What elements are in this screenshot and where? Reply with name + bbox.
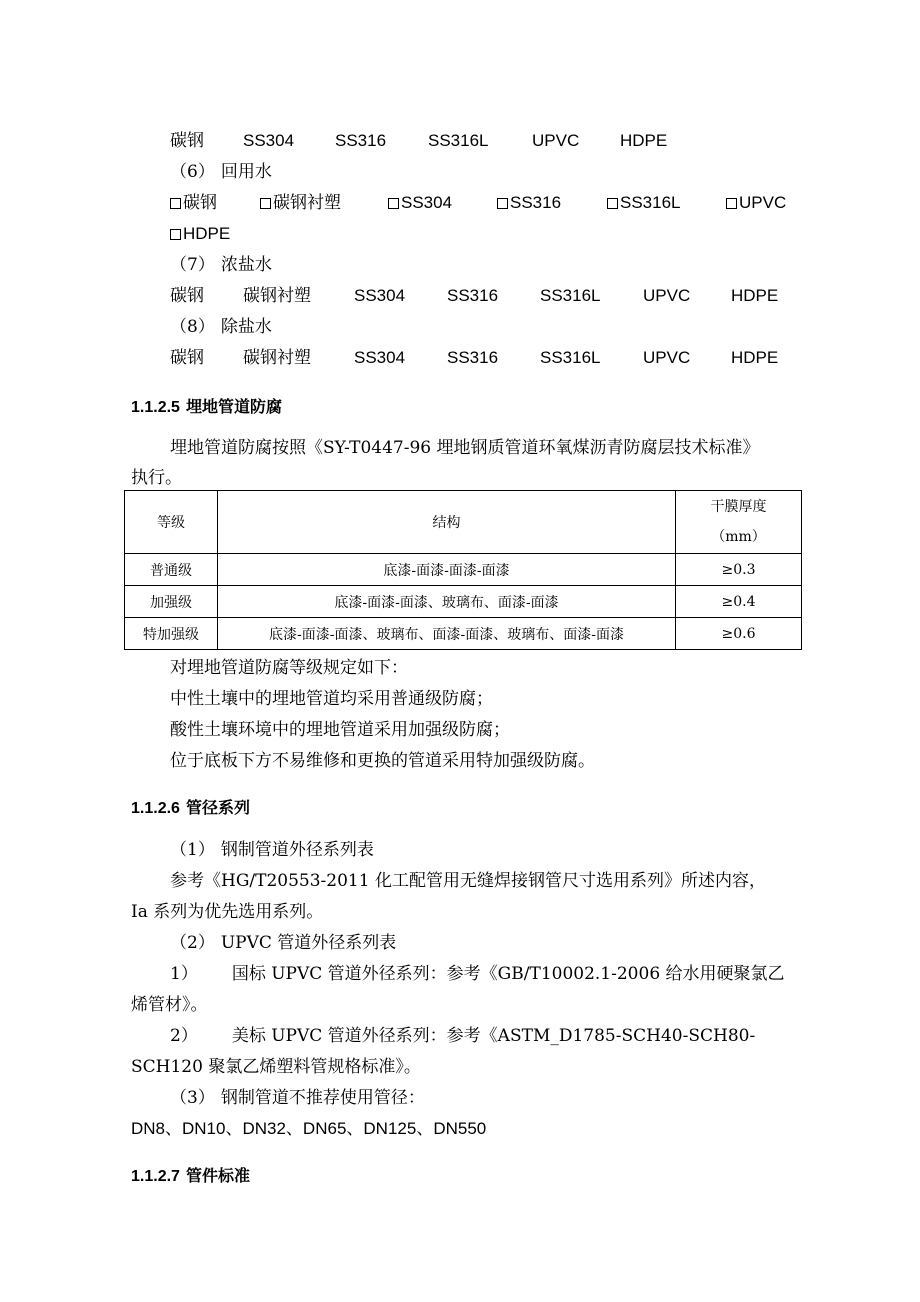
cell-grade: 加强级 [125, 586, 218, 618]
item-1-text-line-2: Ⅰa 系列为优先选用系列。 [131, 902, 324, 922]
cell-thickness: ≥0.3 [676, 554, 802, 586]
section-heading-1126 [131, 798, 250, 820]
material-item: HDPE [731, 286, 779, 305]
sub-item-2 [170, 1025, 755, 1047]
item-label: 除盐水 [220, 317, 272, 337]
header-thickness [676, 491, 802, 554]
header-grade: 等级 [125, 491, 218, 554]
material-item: 碳钢衬塑 [243, 286, 311, 306]
dn-list: DN8、DN10、DN32、DN65、DN125、DN550 [131, 1119, 487, 1138]
header-thickness-line-1: 干膜厚度 [710, 499, 767, 515]
cell-structure: 底漆-面漆-面漆、玻璃布、面漆-面漆 [218, 586, 676, 618]
section-heading-1127 [131, 1166, 250, 1188]
rule-line: 中性土壤中的埋地管道均采用普通级防腐； [170, 689, 493, 709]
material-list-8 [0, 347, 920, 369]
section-title: 埋地管道防腐 [185, 399, 282, 416]
checkbox-option[interactable]: SS316 [497, 192, 561, 214]
intro-paragraph-line-1: 埋地管道防腐按照《SY-T0447-96 埋地钢质管道环氧煤沥青防腐层技术标准》 [170, 438, 760, 458]
material-list-7 [0, 285, 920, 307]
checkbox-option[interactable]: UPVC [726, 192, 786, 214]
sub-item-text: 国标 UPVC 管道外径系列：参考《GB/T10002.1-2006 给水用硬聚氯乙 [231, 964, 785, 984]
checkbox-option[interactable]: SS304 [388, 192, 452, 214]
checkbox-option[interactable]: HDPE [170, 223, 230, 245]
cell-structure: 底漆-面漆-面漆-面漆 [218, 554, 676, 586]
item-label: 回用水 [220, 162, 272, 182]
section-title: 管径系列 [185, 800, 250, 817]
material-list-1 [0, 130, 920, 152]
rule-line: 酸性土壤环境中的埋地管道采用加强级防腐； [170, 720, 510, 740]
material-item: SS316L [540, 348, 601, 367]
material-item: HDPE [620, 131, 668, 150]
sub-item-1 [170, 963, 785, 985]
item-8-heading [170, 316, 272, 338]
item-number: （1） [170, 840, 215, 860]
table-row [125, 586, 802, 618]
sub-item-text: 美标 UPVC 管道外径系列：参考《ASTM_D1785-SCH40-SCH80- [231, 1026, 756, 1046]
sub-item-number: 1） [170, 964, 198, 984]
item-label: 钢制管道外径系列表 [220, 840, 374, 860]
material-item: SS316L [540, 286, 601, 305]
material-item: 碳钢 [170, 348, 204, 368]
material-item: SS304 [243, 131, 295, 150]
material-item: SS304 [354, 348, 406, 367]
sub-item-1-continued: 烯管材》。 [131, 995, 208, 1015]
checkbox-icon[interactable] [170, 198, 181, 209]
sub-item-number: 2） [170, 1026, 198, 1046]
item-6-heading [170, 161, 272, 183]
header-thickness-line-2: （mm） [711, 529, 766, 545]
section-title: 管件标准 [185, 1168, 250, 1185]
cell-thickness: ≥0.4 [676, 586, 802, 618]
material-item: UPVC [532, 131, 580, 150]
section-heading-1125 [131, 397, 282, 419]
material-item: 碳钢衬塑 [243, 348, 311, 368]
checkbox-option[interactable]: 碳钢 [170, 192, 217, 214]
rule-line: 对埋地管道防腐等级规定如下： [170, 658, 408, 678]
checkbox-icon[interactable] [726, 198, 737, 209]
material-item: SS316 [447, 286, 499, 305]
cell-thickness: ≥0.6 [676, 618, 802, 650]
item-1-text-line-1: 参考《HG/T20553-2011 化工配管用无缝焊接钢管尺寸选用系列》所述内容， [170, 871, 766, 891]
material-item: HDPE [731, 348, 779, 367]
item-label: 浓盐水 [220, 255, 272, 275]
checkbox-icon[interactable] [497, 198, 508, 209]
material-item: UPVC [643, 286, 691, 305]
material-item: SS304 [354, 286, 406, 305]
item-1-heading [170, 839, 374, 861]
table-row [125, 618, 802, 650]
item-7-heading [170, 254, 272, 276]
checkbox-icon[interactable] [260, 198, 271, 209]
cell-structure: 底漆-面漆-面漆、玻璃布、面漆-面漆、玻璃布、面漆-面漆 [218, 618, 676, 650]
item-3-heading [170, 1087, 425, 1109]
material-item: 碳钢 [170, 286, 204, 306]
table-header-row [125, 491, 802, 554]
anticorrosion-grade-table [124, 490, 802, 650]
checkbox-icon[interactable] [388, 198, 399, 209]
header-structure: 结构 [218, 491, 676, 554]
checkbox-option[interactable]: 碳钢衬塑 [260, 192, 341, 214]
item-2-heading [170, 932, 396, 954]
material-item: SS316 [447, 348, 499, 367]
section-number: 1.1.2.7 [131, 1168, 180, 1185]
item-label: UPVC 管道外径系列表 [220, 933, 397, 953]
checkbox-option[interactable]: SS316L [607, 192, 681, 214]
table-row [125, 554, 802, 586]
item-number: （6） [170, 162, 215, 182]
checkbox-material-list [0, 192, 920, 214]
sub-item-2-continued: SCH120 聚氯乙烯塑料管规格标准》。 [131, 1057, 421, 1077]
section-number: 1.1.2.5 [131, 399, 180, 416]
intro-paragraph-line-2: 执行。 [131, 468, 182, 488]
item-label: 钢制管道不推荐使用管径： [220, 1088, 425, 1108]
material-item: UPVC [643, 348, 691, 367]
cell-grade: 特加强级 [125, 618, 218, 650]
item-number: （8） [170, 317, 215, 337]
item-number: （7） [170, 255, 215, 275]
section-number: 1.1.2.6 [131, 800, 180, 817]
checkbox-icon[interactable] [607, 198, 618, 209]
checkbox-icon[interactable] [170, 229, 181, 240]
cell-grade: 普通级 [125, 554, 218, 586]
item-number: （2） [170, 933, 215, 953]
material-item: SS316L [428, 131, 489, 150]
material-item: 碳钢 [170, 131, 204, 151]
rule-line: 位于底板下方不易维修和更换的管道采用特加强级防腐。 [170, 751, 595, 771]
item-number: （3） [170, 1088, 215, 1108]
material-item: SS316 [335, 131, 387, 150]
